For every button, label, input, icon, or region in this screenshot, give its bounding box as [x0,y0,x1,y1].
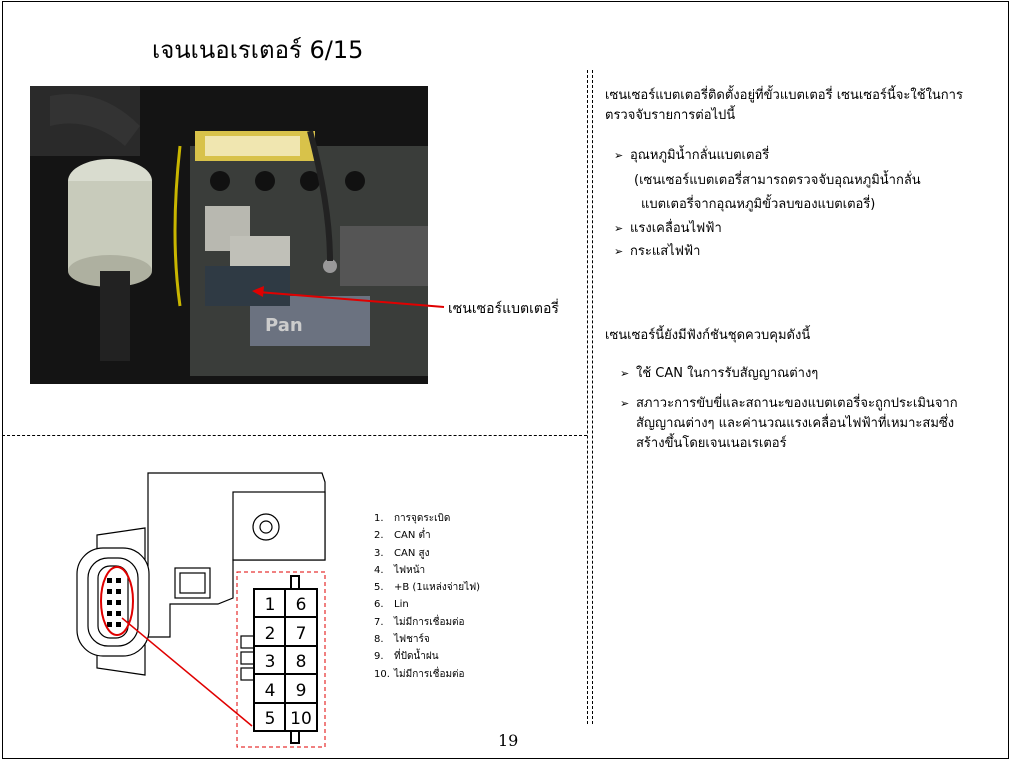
page-number: 19 [498,731,519,750]
function-intro: เซนเซอร์นี้ยังมีฟังก์ชันชุดควบคุมดังนี้ [605,328,811,343]
pin-list-item: 3. CAN สูง [374,547,430,559]
pin-number: 8 [295,652,307,672]
pin-number: 4 [264,681,276,701]
pin-number: 7 [295,624,307,644]
pin-list-item: 1. การจุดระเบิด [374,513,451,524]
sensor-label: เซนเซอร์แบตเตอรี่ [448,301,559,317]
pin-number: 6 [295,595,307,615]
intro-text: เซนเซอร์แบตเตอรี่ติดตั้งอยู่ที่ขั้วแบตเตอรี่ เซนเซอร์นี้จะใช้ในการตรวจจับรายการต่อไปนี้ [605,88,963,123]
pin-list-item: 2. CAN ต่ำ [374,530,431,542]
pin-number: 2 [264,624,276,644]
pin-list-item: 10. ไม่มีการเชื่อมต่อ [374,668,465,680]
detect-item: ➢ กระแสไฟฟ้า [614,242,1004,262]
pin-list-item: 8. ไฟชาร์จ [374,634,430,646]
pin-list-item: 4. ไฟหน้า [374,564,426,576]
function-item: ➢ ใช้ CAN ในการรับสัญญาณต่างๆ [620,364,980,384]
pin-number: 9 [295,681,307,701]
detect-item: ➢ อุณหภูมิน้ำกลั่นแบตเตอรี่ [614,146,1004,166]
page-title: เจนเนอเรเตอร์ 6/15 [152,36,364,64]
pin-list-item: 7. ไม่มีการเชื่อมต่อ [374,616,465,628]
pin-list-item: 9. ที่ปัดน้ำฝน [374,651,439,663]
pin-number: 1 [264,595,276,615]
detect-note: (เซนเซอร์แบตเตอรี่สามารถตรวจจับอุณหภูมิน้ำกลั่น แบตเตอรี่จากอุณหภูมิขั้วลบของแบตเตอรี่) [634,173,921,212]
pin-list-item: 6. Lin [374,599,409,611]
function-item: ➢ สภาวะการขับขี่และสถานะของแบตเตอรี่จะถูกประเมินจากสัญญาณต่างๆ และค่านวณแรงเคลื่อนไฟฟ้าที่เหมาะสมซึ่งสร้างขึ้นโดยเจนเนอเรเตอร์ [620,394,980,454]
pin-number: 5 [264,709,276,729]
pin-list-item: 5. +B (1แหล่งจ่ายไฟ) [374,582,481,594]
pin-list [374,510,480,683]
pin-number: 10 [290,709,312,729]
pin-number: 3 [264,652,276,672]
svg-text:Pan: Pan [265,315,303,336]
detect-item: ➢ แรงเคลื่อนไฟฟ้า [614,219,1004,239]
